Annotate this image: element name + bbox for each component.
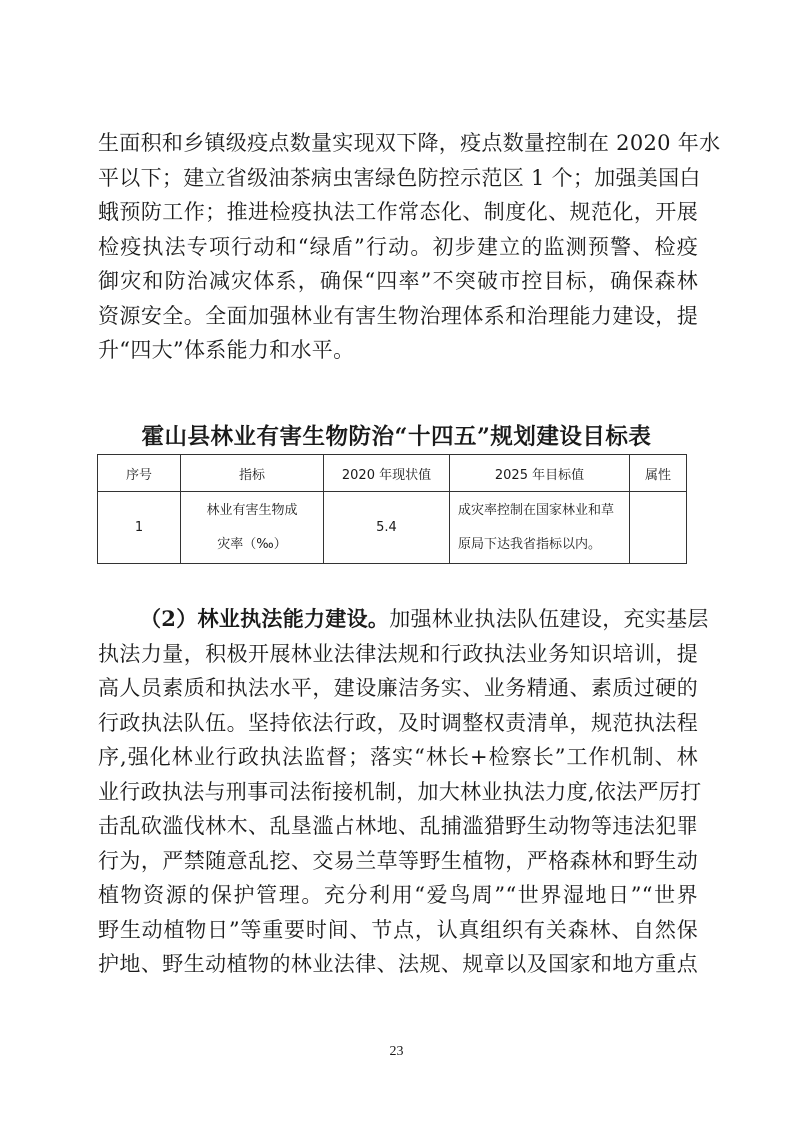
- table-header-row: [98, 455, 687, 492]
- text-line: 序,强化林业行政执法监督；落实“林长+检察长”工作机制、林: [98, 745, 698, 769]
- table-row: [98, 492, 687, 564]
- cell-target-line: 成灾率控制在国家林业和草: [458, 502, 615, 518]
- text-line: 资源安全。全面加强林业有害生物治理体系和治理能力建设，提: [98, 303, 698, 328]
- text-line: 检疫执法专项行动和“绿盾”行动。初步建立的监测预警、检疫: [98, 234, 698, 259]
- header-2020-value: 2020 年现状值: [324, 455, 450, 492]
- text-line: [98, 602, 709, 637]
- text-line: 蛾预防工作；推进检疫执法工作常态化、制度化、规范化，开展: [98, 200, 698, 224]
- text-line: 业行政执法与刑事司法衔接机制，加大林业执法力度,依法严厉打: [98, 779, 702, 804]
- cell-indicator-line: 灾率（‰）: [217, 536, 287, 552]
- header-indicator: 指标: [181, 455, 324, 492]
- text-line: 高人员素质和执法水平，建设廉洁务实、业务精通、素质过硬的: [98, 676, 698, 700]
- cell-2020-value: 5.4: [324, 492, 450, 564]
- text-line: 行政执法队伍。坚持依法行政，及时调整权责清单，规范执法程: [98, 710, 698, 735]
- paragraph-law-enforcement: [98, 602, 709, 982]
- cell-2025-target: [450, 492, 630, 564]
- header-attribute: 属性: [630, 455, 687, 492]
- header-2025-target: 2025 年目标值: [450, 455, 630, 492]
- section-heading: （2）林业执法能力建设。: [140, 606, 390, 631]
- cell-indicator-line: 林业有害生物成: [206, 502, 298, 518]
- text-line: 升“四大”体系能力和水平。: [98, 338, 355, 362]
- text-line: 护地、野生动植物的林业法律、法规、规章以及国家和地方重点: [98, 952, 698, 976]
- text-line: 御灾和防治减灾体系，确保“四率”不突破市控目标，确保森林: [98, 269, 698, 293]
- text-line: 行为，严禁随意乱挖、交易兰草等野生植物，严格森林和野生动: [98, 848, 698, 873]
- table-title: 霍山县林业有害生物防治“十四五”规划建设目标表: [141, 424, 652, 450]
- header-index: 序号: [98, 455, 181, 492]
- paragraph-pest-control-targets: [98, 126, 721, 368]
- cell-indicator: [181, 492, 324, 564]
- targets-table: [97, 454, 687, 564]
- cell-index: 1: [98, 492, 181, 564]
- text-line: 执法力量，积极开展林业法律法规和行政执法业务知识培训，提: [98, 641, 698, 666]
- cell-target-line: 原局下达我省指标以内。: [458, 536, 602, 552]
- cell-attribute: [630, 492, 687, 564]
- text-run: 加强林业执法队伍建设，充实基层: [389, 607, 709, 631]
- text-line: 击乱砍滥伐林木、乱垦滥占林地、乱捕滥猎野生动物等违法犯罪: [98, 814, 698, 838]
- text-line: 野生动植物日”等重要时间、节点，认真组织有关森林、自然保: [98, 917, 698, 942]
- text-line: 生面积和乡镇级疫点数量实现双下降，疫点数量控制在 2020 年水: [98, 131, 721, 155]
- text-line: 平以下；建立省级油茶病虫害绿色防控示范区 1 个；加强美国白: [98, 165, 701, 190]
- text-line: 植物资源的保护管理。充分利用“爱鸟周”“世界湿地日”“世界: [98, 883, 698, 907]
- page-number: 23: [389, 1044, 404, 1059]
